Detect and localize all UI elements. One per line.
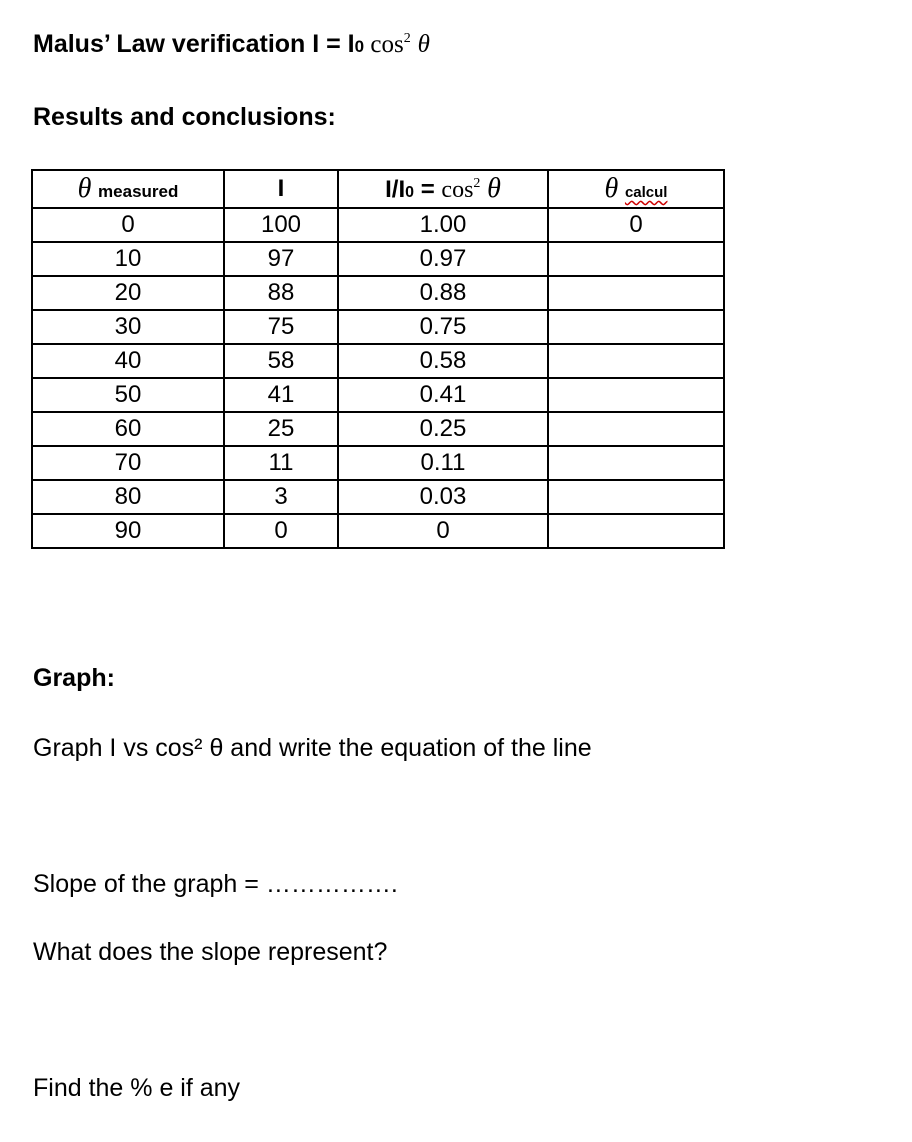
table-row (32, 242, 724, 276)
cell-theta-calculated (548, 378, 724, 412)
percent-error-prompt: Find the % e if any (33, 1074, 241, 1102)
cell-theta-calculated (548, 310, 724, 344)
cell-ratio: 0.75 (338, 310, 548, 344)
cell-intensity: 0 (224, 514, 338, 548)
table-row (32, 412, 724, 446)
cell-ratio: 1.00 (338, 208, 548, 242)
table-row (32, 480, 724, 514)
cell-intensity: 58 (224, 344, 338, 378)
cell-ratio: 0.97 (338, 242, 548, 276)
cell-intensity: 3 (224, 480, 338, 514)
cell-theta-measured: 60 (32, 412, 224, 446)
cell-ratio: 0.88 (338, 276, 548, 310)
table-header-row (32, 170, 724, 208)
cell-ratio: 0.03 (338, 480, 548, 514)
results-heading: Results and conclusions: (33, 103, 336, 131)
slope-blank: ……………. (265, 870, 398, 898)
graph-instruction: Graph I vs cos² θ and write the equation of the line (33, 734, 592, 762)
cell-ratio: 0 (338, 514, 548, 548)
cell-theta-calculated (548, 514, 724, 548)
slope-line (33, 870, 398, 899)
cell-intensity: 25 (224, 412, 338, 446)
results-table (31, 169, 725, 549)
cell-theta-measured: 0 (32, 208, 224, 242)
page-title (33, 30, 430, 59)
cell-theta-measured: 20 (32, 276, 224, 310)
cell-ratio: 0.11 (338, 446, 548, 480)
cell-ratio: 0.41 (338, 378, 548, 412)
header-ratio: $I/I0 = \cos^2 \theta$ (338, 170, 548, 208)
table-row (32, 344, 724, 378)
table-row (32, 378, 724, 412)
cell-intensity: 88 (224, 276, 338, 310)
cell-theta-calculated (548, 412, 724, 446)
cell-theta-calculated (548, 480, 724, 514)
header-intensity: I (224, 170, 338, 208)
cell-theta-calculated: 0 (548, 208, 724, 242)
cell-theta-calculated (548, 242, 724, 276)
title-exponent: 2 (403, 31, 411, 46)
slope-label: Slope of the graph = (33, 870, 266, 898)
cell-theta-measured: 30 (32, 310, 224, 344)
slope-question: What does the slope represent? (33, 938, 388, 966)
cell-intensity: 100 (224, 208, 338, 242)
cell-theta-measured: 80 (32, 480, 224, 514)
cell-intensity: 41 (224, 378, 338, 412)
cell-theta-measured: 90 (32, 514, 224, 548)
cell-ratio: 0.58 (338, 344, 548, 378)
cell-theta-measured: 40 (32, 344, 224, 378)
cell-theta-calculated (548, 446, 724, 480)
table-row (32, 514, 724, 548)
header-theta-calculated: θ calcul (548, 170, 724, 208)
title-theta: θ (417, 31, 430, 58)
cell-theta-measured: 50 (32, 378, 224, 412)
title-subscript: 0 (354, 37, 365, 56)
cell-ratio: 0.25 (338, 412, 548, 446)
table-row (32, 446, 724, 480)
cell-theta-calculated (548, 276, 724, 310)
table-row (32, 208, 724, 242)
title-cos: cos (364, 31, 404, 58)
title-text: Malus’ Law verification I = I (33, 30, 355, 58)
cell-theta-measured: 10 (32, 242, 224, 276)
cell-intensity: 75 (224, 310, 338, 344)
table-row (32, 310, 724, 344)
cell-theta-measured: 70 (32, 446, 224, 480)
cell-theta-calculated (548, 344, 724, 378)
cell-intensity: 97 (224, 242, 338, 276)
cell-intensity: 11 (224, 446, 338, 480)
table-row (32, 276, 724, 310)
header-theta-measured: θ measured (32, 170, 224, 208)
graph-heading: Graph: (33, 664, 115, 692)
